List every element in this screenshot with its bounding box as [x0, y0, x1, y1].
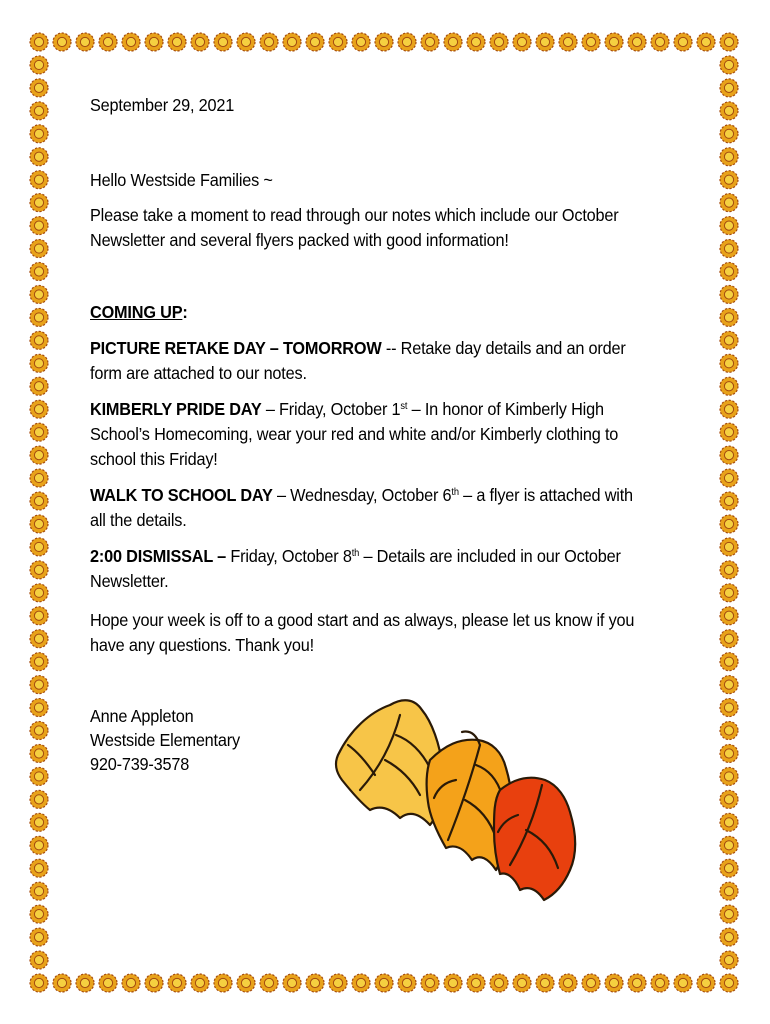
sunflower-icon	[30, 928, 48, 946]
sunflower-icon	[513, 33, 531, 51]
sunflower-icon	[30, 836, 48, 854]
sunflower-icon	[421, 974, 439, 992]
sunflower-icon	[53, 974, 71, 992]
sunflower-icon	[30, 217, 48, 235]
sunflower-icon	[674, 974, 692, 992]
coming-up-label: COMING UP	[90, 302, 183, 322]
sunflower-icon	[145, 974, 163, 992]
picture-retake-text: -- Retake day details and an order	[381, 338, 626, 358]
sunflower-icon	[214, 33, 232, 51]
sunflower-icon	[559, 974, 577, 992]
sunflower-icon	[720, 354, 738, 372]
sunflower-icon	[30, 607, 48, 625]
sunflower-icon	[720, 125, 738, 143]
sunflower-icon	[30, 79, 48, 97]
sunflower-icon	[720, 584, 738, 602]
sunflower-icon	[720, 767, 738, 785]
sunflower-icon	[30, 515, 48, 533]
sunflower-icon	[168, 33, 186, 51]
sunflower-icon	[720, 79, 738, 97]
sunflower-icon	[30, 194, 48, 212]
sunflower-icon	[720, 148, 738, 166]
sunflower-icon	[30, 630, 48, 648]
sunflower-icon	[191, 33, 209, 51]
sunflower-icon	[674, 33, 692, 51]
sunflower-icon	[145, 33, 163, 51]
sunflower-icon	[720, 699, 738, 717]
sunflower-icon	[582, 974, 600, 992]
closing-line-1: Hope your week is off to a good start and as always, please let us know if you	[90, 610, 635, 630]
sunflower-icon	[30, 882, 48, 900]
sunflower-icon	[30, 148, 48, 166]
sunflower-icon	[720, 240, 738, 258]
sunflower-icon	[30, 331, 48, 349]
yellow-leaf	[336, 700, 444, 825]
dismissal-line-1	[90, 544, 621, 568]
sunflower-icon	[536, 974, 554, 992]
pride-day-text: – Friday, October 1	[261, 399, 401, 419]
sunflower-icon	[260, 974, 278, 992]
sunflower-icon	[720, 171, 738, 189]
sunflower-icon	[651, 33, 669, 51]
sunflower-icon	[444, 33, 462, 51]
sunflower-icon	[30, 400, 48, 418]
sunflower-icon	[398, 33, 416, 51]
pride-day-sup: st	[400, 401, 408, 412]
sunflower-icon	[720, 744, 738, 762]
sunflower-icon	[720, 676, 738, 694]
sunflower-icon	[720, 377, 738, 395]
sunflower-icon	[306, 33, 324, 51]
sunflower-icon	[720, 423, 738, 441]
sunflower-icon	[260, 33, 278, 51]
sunflower-icon	[720, 446, 738, 464]
sunflower-icon	[30, 33, 48, 51]
sunflower-icon	[30, 561, 48, 579]
sunflower-icon	[720, 630, 738, 648]
sunflower-icon	[30, 263, 48, 281]
sunflower-icon	[30, 951, 48, 969]
sunflower-icon	[720, 308, 738, 326]
autumn-leaves-icon	[330, 690, 585, 905]
sunflower-icon	[30, 722, 48, 740]
sunflower-icon	[30, 240, 48, 258]
sunflower-icon	[720, 836, 738, 854]
signature-phone: 920-739-3578	[90, 754, 190, 774]
walk-day-sup: th	[451, 487, 459, 498]
sunflower-icon	[467, 974, 485, 992]
sunflower-icon	[30, 790, 48, 808]
sunflower-icon	[122, 974, 140, 992]
sunflower-icon	[30, 538, 48, 556]
sunflower-icon	[628, 33, 646, 51]
sunflower-icon	[30, 354, 48, 372]
sunflower-icon	[76, 33, 94, 51]
walk-day-line-1	[90, 483, 633, 507]
sunflower-icon	[720, 882, 738, 900]
sunflower-icon	[628, 974, 646, 992]
sunflower-icon	[720, 653, 738, 671]
sunflower-icon	[605, 33, 623, 51]
sunflower-icon	[720, 469, 738, 487]
picture-retake-line-1	[90, 336, 626, 360]
sunflower-icon	[237, 33, 255, 51]
sunflower-icon	[720, 515, 738, 533]
sunflower-icon	[720, 538, 738, 556]
pride-day-line-3: school this Friday!	[90, 449, 218, 469]
sunflower-icon	[30, 171, 48, 189]
sunflower-icon	[30, 125, 48, 143]
sunflower-icon	[168, 974, 186, 992]
sunflower-icon	[720, 33, 738, 51]
sunflower-icon	[30, 377, 48, 395]
sunflower-icon	[122, 33, 140, 51]
dismissal-sup: th	[351, 548, 360, 559]
sunflower-icon	[30, 859, 48, 877]
sunflower-icon	[720, 263, 738, 281]
intro-line-2: Newsletter and several flyers packed with good information!	[90, 230, 509, 250]
dismissal-line-2: Newsletter.	[90, 571, 169, 591]
sunflower-icon	[536, 33, 554, 51]
sunflower-icon	[306, 974, 324, 992]
sunflower-icon	[720, 905, 738, 923]
sunflower-icon	[720, 928, 738, 946]
sunflower-icon	[283, 974, 301, 992]
sunflower-icon	[352, 974, 370, 992]
sunflower-icon	[720, 607, 738, 625]
sunflower-icon	[30, 492, 48, 510]
sunflower-icon	[490, 33, 508, 51]
walk-day-text-b: – a flyer is attached with	[458, 485, 633, 505]
sunflower-icon	[30, 676, 48, 694]
coming-up-heading	[90, 300, 188, 324]
red-leaf	[494, 778, 575, 900]
sunflower-icon	[30, 308, 48, 326]
walk-day-text: – Wednesday, October 6	[272, 485, 452, 505]
sunflower-icon	[720, 217, 738, 235]
sunflower-icon	[720, 331, 738, 349]
sunflower-icon	[697, 974, 715, 992]
sunflower-icon	[30, 767, 48, 785]
sunflower-icon	[30, 102, 48, 120]
sunflower-icon	[30, 285, 48, 303]
sunflower-icon	[513, 974, 531, 992]
sunflower-icon	[99, 33, 117, 51]
sunflower-icon	[720, 722, 738, 740]
sunflower-icon	[720, 400, 738, 418]
sunflower-icon	[30, 974, 48, 992]
sunflower-icon	[605, 974, 623, 992]
dismissal-text: Friday, October 8	[226, 546, 352, 566]
sunflower-icon	[30, 653, 48, 671]
sunflower-icon	[582, 33, 600, 51]
intro-line-1: Please take a moment to read through our notes which include our October	[90, 205, 619, 225]
sunflower-icon	[329, 974, 347, 992]
sunflower-icon	[99, 974, 117, 992]
sunflower-icon	[720, 492, 738, 510]
sunflower-icon	[720, 561, 738, 579]
pride-day-line-2: School’s Homecoming, wear your red and white and/or Kimberly clothing to	[90, 424, 619, 444]
sunflower-icon	[76, 974, 94, 992]
sunflower-icon	[720, 285, 738, 303]
pride-day-title: KIMBERLY PRIDE DAY	[90, 399, 262, 419]
sunflower-icon	[421, 33, 439, 51]
sunflower-icon	[30, 744, 48, 762]
sunflower-icon	[559, 33, 577, 51]
sunflower-icon	[720, 974, 738, 992]
sunflower-icon	[720, 813, 738, 831]
dismissal-title: 2:00 DISMISSAL –	[90, 546, 227, 566]
sunflower-icon	[651, 974, 669, 992]
sunflower-icon	[30, 699, 48, 717]
signature-name: Anne Appleton	[90, 706, 194, 726]
sunflower-icon	[30, 813, 48, 831]
walk-day-line-2: all the details.	[90, 510, 187, 530]
picture-retake-line-2: form are attached to our notes.	[90, 363, 307, 383]
sunflower-icon	[329, 33, 347, 51]
sunflower-icon	[214, 974, 232, 992]
sunflower-icon	[720, 859, 738, 877]
sunflower-icon	[237, 974, 255, 992]
sunflower-icon	[398, 974, 416, 992]
sunflower-icon	[352, 33, 370, 51]
letter-date: September 29, 2021	[90, 95, 235, 115]
pride-day-line-1	[90, 397, 604, 421]
sunflower-icon	[490, 974, 508, 992]
sunflower-icon	[30, 905, 48, 923]
sunflower-icon	[30, 469, 48, 487]
sunflower-icon	[467, 33, 485, 51]
sunflower-icon	[720, 56, 738, 74]
sunflower-icon	[720, 790, 738, 808]
sunflower-icon	[283, 33, 301, 51]
pride-day-text-b: – In honor of Kimberly High	[407, 399, 604, 419]
sunflower-icon	[191, 974, 209, 992]
sunflower-icon	[53, 33, 71, 51]
sunflower-icon	[375, 33, 393, 51]
coming-up-colon: :	[182, 302, 188, 322]
picture-retake-title: PICTURE RETAKE DAY – TOMORROW	[90, 338, 382, 358]
sunflower-icon	[30, 446, 48, 464]
sunflower-icon	[30, 56, 48, 74]
dismissal-text-b: – Details are included in our October	[359, 546, 621, 566]
sunflower-icon	[375, 974, 393, 992]
walk-day-title: WALK TO SCHOOL DAY	[90, 485, 273, 505]
sunflower-icon	[697, 33, 715, 51]
sunflower-icon	[444, 974, 462, 992]
sunflower-icon	[720, 194, 738, 212]
sunflower-icon	[30, 584, 48, 602]
signature-school: Westside Elementary	[90, 730, 240, 750]
sunflower-icon	[720, 102, 738, 120]
closing-line-2: have any questions. Thank you!	[90, 635, 314, 655]
sunflower-icon	[720, 951, 738, 969]
sunflower-icon	[30, 423, 48, 441]
greeting: Hello Westside Families ~	[90, 170, 273, 190]
